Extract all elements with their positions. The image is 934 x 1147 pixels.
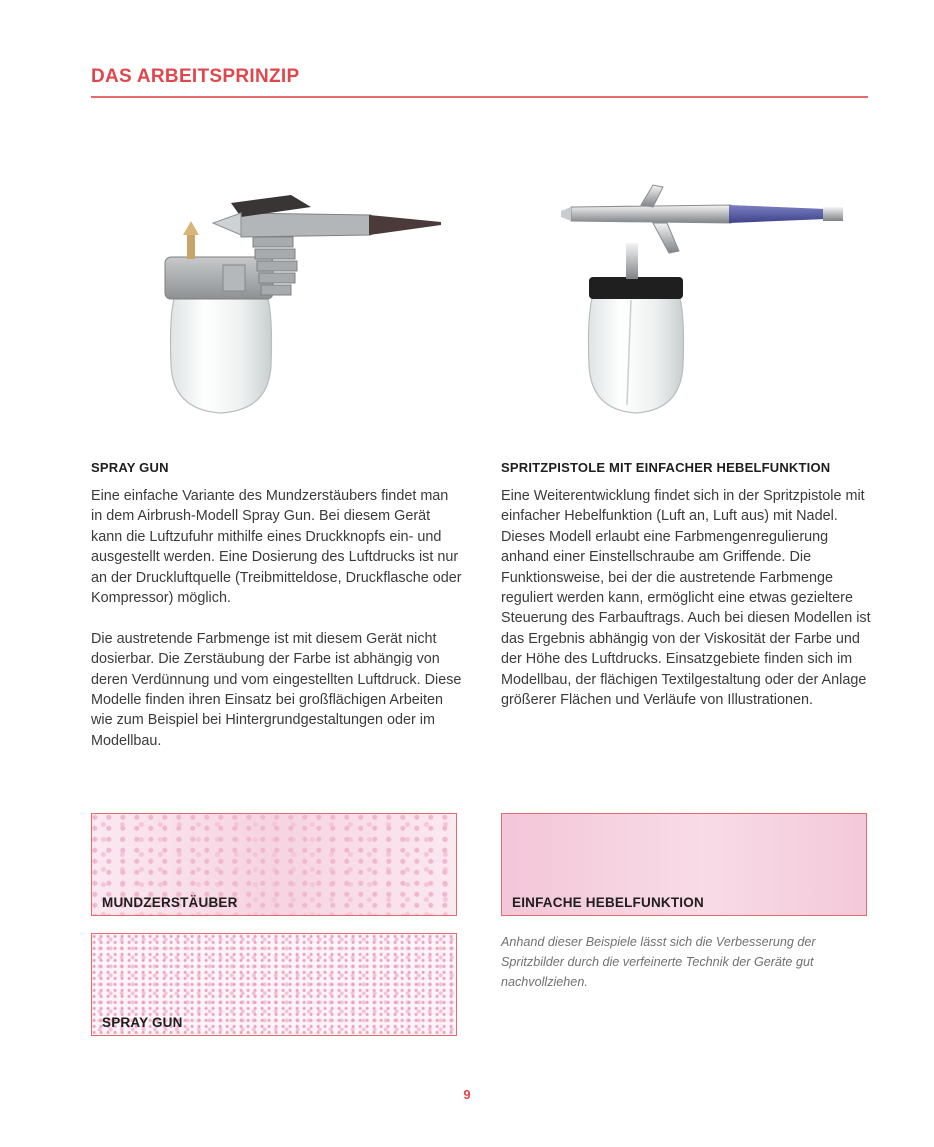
spray-gun-paragraph: Eine einfache Variante des Mundzerstäubers findet man in dem Airbrush-Modell Spray Gun. Bei diesem Gerät kann die Luftzufuhr mithilfe eines Druckknopfs ein- und ausgestellt werden. Eine Dosierung des Luftdrucks ist nur an der Druckluftquelle (Treibmitteldose, Druckflasche oder Kompressor) möglich. bbox=[91, 488, 462, 607]
page-title: DAS ARBEITSPRINZIP bbox=[91, 66, 868, 98]
swatch-label: MUNDZERSTÄUBER bbox=[102, 895, 238, 910]
swatch-mundzerstaeuber bbox=[91, 813, 457, 916]
swatch-label: SPRAY GUN bbox=[102, 1015, 183, 1030]
page-header bbox=[91, 66, 868, 98]
page-number: 9 bbox=[463, 1087, 471, 1102]
swatch-caption: Anhand dieser Beispiele lässt sich die Verbesserung der Spritzbilder durch die verfeinerte Technik der Geräte gut nachvollziehen. bbox=[501, 935, 816, 989]
spray-gun-heading: SPRAY GUN bbox=[91, 460, 169, 475]
hebelfunktion-text bbox=[501, 486, 873, 731]
spray-gun-paragraph: Die austretende Farbmenge ist mit diesem Gerät nicht dosierbar. Die Zerstäubung der Farbe ist abhängig von deren Verdünnung und vom eingestellten Luftdruck. Diese Modelle finden ihren Einsatz bei großflächigen Arbeiten wie zum Beispiel bei Hintergrundgestaltungen oder im Modellbau. bbox=[91, 630, 462, 749]
airbrush-pistol-photo bbox=[501, 165, 871, 420]
swatch-hebelfunktion bbox=[501, 813, 867, 916]
spray-gun-photo bbox=[91, 165, 461, 420]
hebelfunktion-paragraph: Eine Weiterentwicklung findet sich in der Spritzpistole mit einfacher Hebelfunktion (Luft an, Luft aus) mit Nadel. Dieses Modell erlaubt eine Farbmengenregulierung anhand einer Einstellschraube am Griffende. Die Funktionsweise, bei der die austretende Farbmenge reguliert werden kann, ermöglicht eine etwas gezieltere Steuerung des Farbauftrags. Auch bei diesen Modellen ist das Ergebnis abhängig von der Viskosität der Farbe und der Höhe des Luftdrucks. Einsatzgebiete finden sich im Modellbau, der flächigen Textilgestaltung oder der Anlage größerer Flächen und Verläufe von Illustrationen. bbox=[501, 488, 871, 709]
swatch-label: EINFACHE HEBELFUNKTION bbox=[512, 895, 704, 910]
swatch-spray-gun bbox=[91, 933, 457, 1036]
spray-gun-text bbox=[91, 486, 463, 772]
hebelfunktion-heading: SPRITZPISTOLE MIT EINFACHER HEBELFUNKTION bbox=[501, 460, 831, 475]
